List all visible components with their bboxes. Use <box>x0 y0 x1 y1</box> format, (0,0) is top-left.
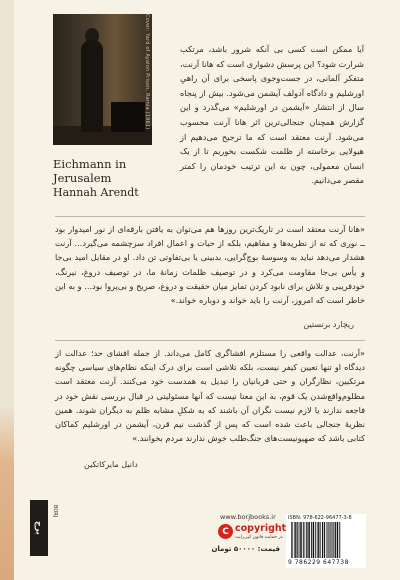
barcode-stripe <box>332 522 333 558</box>
barcode-stripe <box>315 522 316 558</box>
quote-2-author: دانیل مایرکاتکین <box>84 460 138 469</box>
english-title: Eichmann in Jerusalem <box>53 157 127 185</box>
barcode-stripe <box>329 522 330 558</box>
quote-2: «آرنت، عدالت واقعی را مستلزم افشاگری کامل می‌داند. از جمله افشای حد؛ عدالت از دیدگاه او تنها تعیین کیفر نیست، بلکه تلاشی است برای درک اینکه نظام‌های سیاسی چگونه مرتکبین، نظارگران و حتی قربانیان را تبدیل به همدست خود می‌کنند. آرنت معتقد است مظلوم‌واقع‌شدن یک قوم، به این معنا نیست که آنها مسئولیتی در قبال بررسی نقش خود در فاجعه ندارند یا لازم نیست نگران آن باشند که به شکلِ مشابه ظلم به دیگران شوند. همین نظریهٔ جنجالی باعث شده است که پس از گذشت نیم قرن، آیشمن در اورشلیم کماکان کتابی باشد که صهیونیست‌های جنگ‌طلب خوش ندارند مردم بخوانند.» <box>55 348 365 444</box>
photo-caption: Cover: Yard of Ayalon Prison, Ramla (1961) <box>144 14 150 130</box>
publisher-logo-text: برج <box>34 521 44 535</box>
copyright-icon: C <box>218 524 233 539</box>
barcode-stripe <box>339 522 340 558</box>
barcode-stripe <box>300 522 302 558</box>
barcode-stripe <box>337 522 339 558</box>
copyright-subtext: در حمایت قانون کپی‌رایت <box>235 535 283 540</box>
isbn-text: ISBN: 978-622-96477-3-8 <box>288 515 352 521</box>
publisher-logo-sub: BORJ <box>52 505 58 518</box>
quote-1: «هانا آرنت معتقد است در تاریک‌ترین روزها هم می‌توان به یافتن بارقه‌ای از نور امیدوار بود ــ نوری که نه از نظریه‌ها و مفاهیم، بلکه از حیات و اعمال افراد سرچشمه می‌گیرد... آرنت هشدار می‌دهد نباید به وسوسهٔ بوچ‌گرایی، بدبینی یا بی‌تفاوتی تن داد. او در مقابل امید بی‌جا و یأس بی‌جا مقاومت می‌کرد و در توصیف ظلمات زمانهٔ ما، در توصیف دروغ، نیرنگ، خودفریبی و تلاش برای نابود کردن تمایز میان حقیقت و دروغ، صریح و بی‌پروا بود... و به این خاطر است که امروز، آرنت را باید خواند و دوباره خواند.» <box>55 224 365 306</box>
barcode-stripe <box>292 522 293 558</box>
barcode <box>286 514 366 568</box>
barcode-stripe <box>295 522 296 558</box>
barcode-bars <box>290 522 362 558</box>
barcode-stripe <box>311 522 312 558</box>
divider-top <box>55 216 365 217</box>
barcode-stripe <box>297 522 298 558</box>
copyright-word: copyright <box>235 523 287 534</box>
barcode-stripe <box>294 522 295 558</box>
barcode-stripe <box>335 522 336 558</box>
quote-1-author: ریچارد برنستین <box>303 320 354 329</box>
copyright-badge <box>218 523 287 543</box>
barcode-stripe <box>324 522 325 558</box>
barcode-stripe <box>313 522 315 558</box>
barcode-stripe <box>333 522 334 558</box>
barcode-stripe <box>306 522 307 558</box>
barcode-stripe <box>299 522 300 558</box>
barcode-stripe <box>291 522 292 558</box>
barcode-number: 9 786229 647738 <box>288 559 349 566</box>
barcode-stripe <box>303 522 304 558</box>
spine-strip <box>0 0 14 580</box>
barcode-stripe <box>328 522 329 558</box>
intro-paragraph: آیا ممکن است کسی بی آنکه شرور باشد، مرتکب شرارت شود؟ این پرسش دشواری است که هانا آرنت، متفکر آلمانی، در جست‌وجوی پاسخی برای آن راهیِ اورشلیم و دادگاه آدولف آیشمن می‌شود. بیش از پنجاه سال از انتشار «آیشمن در اورشلیم» می‌گذرد و این گزارش همچنان جنجالی‌ترین اثر هانا آرنت محسوب می‌شود. آرنت معتقد است که ما ترجیح می‌دهیم از هیولایی برخاسته از ظلمت شکست بخوریم تا از یک انسان معمولی، چون به این ترتیب خودمان را کمتر مقصر می‌دانیم. <box>180 44 364 186</box>
publisher-website: www.borjbooks.ir <box>220 513 276 521</box>
barcode-stripe <box>318 522 319 558</box>
barcode-stripe <box>330 522 331 558</box>
barcode-stripe <box>326 522 327 558</box>
barcode-stripe <box>305 522 306 558</box>
divider-middle <box>55 340 365 341</box>
english-author: Hannah Arendt <box>53 186 139 199</box>
photo-figure <box>81 40 103 132</box>
barcode-stripe <box>322 522 323 558</box>
barcode-stripe <box>317 522 318 558</box>
price-label: قیمت: ۵۰۰۰۰ تومان <box>211 545 280 553</box>
barcode-stripe <box>308 522 310 558</box>
publisher-logo <box>30 500 48 556</box>
barcode-stripe <box>320 522 321 558</box>
